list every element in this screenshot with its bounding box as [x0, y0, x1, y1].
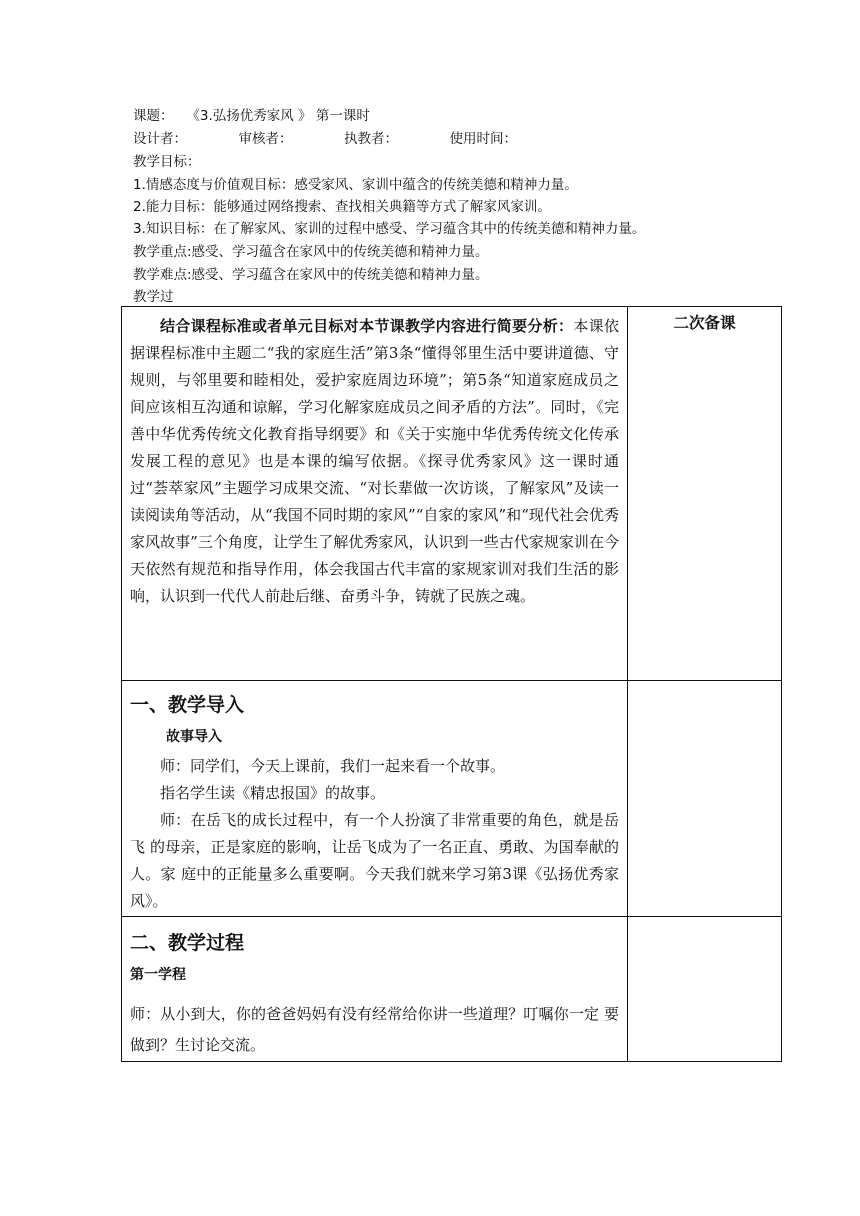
section1-paragraph-2: 指名学生读《精忠报国》的故事。	[160, 784, 386, 802]
process-label: 教学过	[133, 289, 174, 305]
difficulty: 教学难点:感受、学习蕴含在家风中的传统美德和精神力量。	[133, 267, 489, 283]
second-prep-header: 二次备课	[673, 314, 736, 332]
intro-cell	[122, 681, 628, 917]
roles-line: 设计者： 审核者： 执教者： 使用时间：	[133, 131, 517, 147]
table-row	[122, 917, 782, 1062]
second-prep-cell	[628, 917, 782, 1062]
section2-subtitle: 第一学程	[130, 967, 186, 983]
section1-paragraph-3: 师：在岳飞的成长过程中，有一个人扮演了非常重要的角色，就是岳飞 的母亲，正是家庭的影响，让岳飞成为了一名正直、勇敢、为国奉献的人。家 庭中的正能量多么重要啊。今天我们就来学习第3课《弘扬优秀家风》。	[130, 811, 619, 910]
section1-subtitle: 故事导入	[166, 729, 222, 745]
table-row	[122, 681, 782, 917]
second-prep-cell	[628, 681, 782, 917]
key-point: 教学重点:感受、学习蕴含在家风中的传统美德和精神力量。	[133, 244, 489, 260]
objective-3: 3.知识目标：在了解家风、家训的过程中感受、学习蕴含其中的传统美德和精神力量。	[133, 221, 646, 237]
analysis-lead: 结合课程标准或者单元目标对本节课教学内容进行简要分析：	[160, 317, 574, 335]
objective-1: 1.情感态度与价值观目标：感受家风、家训中蕴含的传统美德和精神力量。	[133, 177, 578, 193]
objective-2: 2.能力目标：能够通过网络搜索、查找相关典籍等方式了解家风家训。	[133, 199, 551, 215]
section2-title: 二、教学过程	[130, 932, 245, 954]
section1-title: 一、教学导入	[130, 694, 245, 716]
objectives-heading: 教学目标：	[133, 154, 201, 170]
second-prep-cell	[628, 307, 782, 681]
lesson-plan-table	[121, 306, 782, 1062]
section1-paragraph-1: 师：同学们，今天上课前，我们一起来看一个故事。	[160, 757, 506, 775]
section2-paragraph-1: 师：从小到大，你的爸爸妈妈有没有经常给你讲一些道理？叮嘱你一定 要做到？生讨论交流。	[130, 1005, 619, 1054]
analysis-cell	[122, 307, 628, 681]
analysis-body: 本课依据课程标准中主题二“我的家庭生活”第3条“懂得邻里生活中要讲道德、守规则，与邻里要和睦相处，爱护家庭周边环境”；第5条“知道家庭成员之间应该相互沟通和谅解，学习化解家庭成员之间矛盾的方法”。同时，《完善中华优秀传统文化教育指导纲要》和《关于实施中华优秀传统文化传承发展工程的意见》也是本课的编写依据。《探寻优秀家风》这一课时通过“荟萃家风”主题学习成果交流、“对长辈做一次访谈，了解家风”及读一读阅读角等活动，从“我国不同时期的家风”“自家的家风”和“现代社会优秀家风故事”三个角度，让学生了解优秀家风，认识到一些古代家规家训在今天依然有规范和指导作用，体会我国古代丰富的家规家训对我们生活的影响，认识到一代代人前赴后继、奋勇斗争，铸就了民族之魂。	[130, 317, 619, 605]
analysis-paragraph	[130, 313, 619, 610]
process-cell	[122, 917, 628, 1062]
lesson-title: 课题： 《3.弘扬优秀家风 》 第一课时	[133, 108, 370, 124]
table-row	[122, 307, 782, 681]
